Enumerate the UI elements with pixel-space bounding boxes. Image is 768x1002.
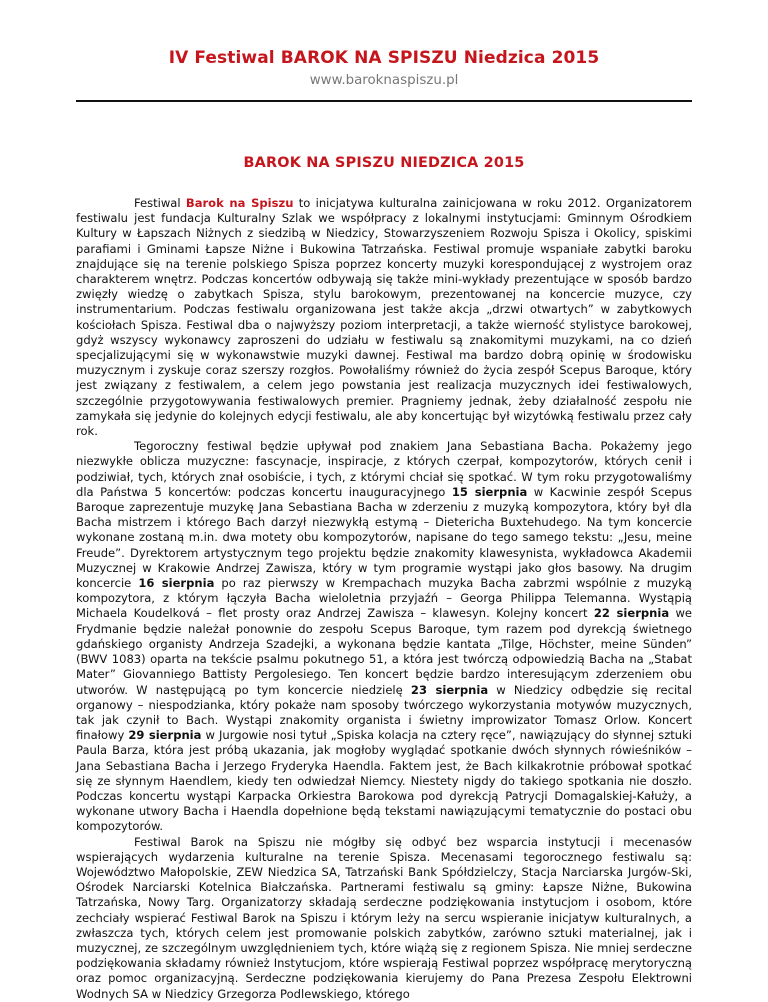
concert-date: 22 sierpnia xyxy=(593,606,670,621)
header-title: IV Festiwal BAROK NA SPISZU Niedzica 2015 xyxy=(168,48,600,68)
concert-date: 23 sierpnia xyxy=(410,682,489,697)
text-span: po raz pierwszy w Krempachach muzyka Bacha zabrzmi wspólnie z muzyką kompozytora, z którym łączyła Bacha wieloletnia przyjaźń – Georga Philippa Telemanna. Wystąpią Michaela Koudelková – flet prosty oraz Andrzej Zawisza – klawesyn. Kolejny koncert xyxy=(76,576,693,621)
header-divider xyxy=(76,100,692,102)
festival-name-highlight: Barok na Spiszu xyxy=(185,196,294,210)
text-span: w Niedzicy odbędzie się recital organowy – niespodzianka, który pokaże nam sposoby twórczego wykorzystania motywów muzycznych, tak jak czynił to Bach. Wystąpi znakomity organista i świetny improwizator Tomasz Orlow. Koncert finałowy xyxy=(76,682,692,743)
document-page xyxy=(76,0,692,1002)
document-title: BAROK NA SPISZU NIEDZICA 2015 xyxy=(243,155,525,171)
paragraph-intro xyxy=(76,196,692,439)
paragraph-program xyxy=(76,439,692,834)
header-url: www.baroknaspiszu.pl xyxy=(309,73,459,88)
text-span: to inicjatywa kulturalna zainicjowana w roku 2012. Organizatorem festiwalu jest fundacja Kulturalny Szlak we współpracy z lokalnymi instytucjami: Gminnym Ośrodkiem Kultury w Łapszach Niżnych z siedzibą w Niedzicy, Stowarzyszeniem Rozwoju Spisza i Okolicy, spiskimi parafiami i Gminami Łapsze Niżne i Bukowina Tatrzańska. Festiwal promuje wspaniałe zabytki baroku znajdujące się na terenie polskiego Spisza poprzez koncerty muzyki korespondującej z wystrojem oraz charakterem wnętrz. Podczas koncertów odbywają się także mini-wykłady prezentujące w sposób bardzo zwięzły wiedzę o zabytkach Spisza, stylu barokowym, prezentowanej na koncercie muzyce, czy instrumentarium. Podczas festiwalu organizowana jest także akcja „drzwi otwartych” w zabytkowych kościołach Spisza. Festiwal dba o najwyższy poziom interpretacji, a także wierność stylistyce barokowej, gdyż wszyscy wykonawcy zaproszeni do udziału w festiwalu są znakomitymi muzykami, na co dzień specjalizującymi się w wykonawstwie muzyki dawnej. Festiwal ma bardzo dobrą opinię w środowisku muzycznym i zyskuje coraz szerszy rozgłos. Powołaliśmy również do życia zespół Scepus Baroque, który jest związany z festiwalem, a celem jego powstania jest realizacja muzycznych idei festiwalowych, szczególnie przygotowywania festiwalowych premier. Pragniemy jednak, żeby działalność zespołu nie zamykała się jedynie do kolejnych edycji festiwalu, ale aby koncertując był wizytówką festiwalu przez cały rok. xyxy=(76,196,692,439)
paragraph-sponsors: Festiwal Barok na Spiszu nie mógłby się odbyć bez wsparcia instytucji i mecenasów wspierających wydarzenia kulturalne na terenie Spisza. Mecenasami tegorocznego festiwalu są: Województwo Małopolskie, ZEW Niedzica SA, Tatrzański Bank Spółdzielczy, Stacja Narciarska Jurgów-Ski, Ośrodek Narciarski Kotelnica Białczańska. Partnerami festiwalu są gminy: Łapsze Niżne, Bukowina Tatrzańska, Nowy Targ. Organizatorzy składają serdeczne podziękowania instytucjom i osobom, które zechciały wspierać Festiwal Barok na Spiszu i którym leży na sercu wspieranie inicjatyw kulturalnych, a zwłaszcza tych, których celem jest promowanie polskich zabytków, zarówno sztuki materialnej, jak i muzycznej, ze szczególnym uwzględnieniem tych, które wiążą się z regionem Spisza. Nie mniej serdeczne podziękowania składamy również Instytucjom, które wspierają Festiwal poprzez współpracę merytoryczną oraz pomoc organizacyjną. Serdeczne podziękowania kierujemy do Pana Prezesa Zespołu Elektrowni Wodnych SA w Niedzicy Grzegorza Podlewskiego, którego xyxy=(76,834,692,1001)
text-span: Tegoroczny festiwal będzie upływał pod znakiem Jana Sebastiana Bacha. Pokażemy jego niezwykłe oblicza muzyczne: fascynacje, inspiracje, z których czerpał, kompozytorów, których cenił i podziwiał, tych, których znał osobiście, i tych, z którymi chciał się spotkać. W tym roku przygotowaliśmy dla Państwa 5 koncertów: podczas koncertu inauguracyjnego xyxy=(76,439,692,499)
document-body xyxy=(76,196,692,1002)
text-span: w Jurgowie nosi tytuł „Spiska kolacja na cztery ręce”, nawiązujący do słynnej sztuki Paula Barza, która jest próbą ukazania, jak mogłoby wyglądać spotkanie dwóch słynnych rówieśników – Jana Sebastiana Bacha i Jerzego Fryderyka Haendla. Faktem jest, że Bach kilkakrotnie próbował spotkać się ze słynnym Haendlem, kiedy ten odwiedzał Niemcy. Niestety nigdy do takiego spotkania nie doszło. Podczas koncertu wystąpi Karpacka Orkiestra Barokowa pod dyrekcją Patrycji Domagalskiej-Kałuży, a wykonane utwory Bacha i Haendla dopełnione będą tekstami nawiązującymi tematycznie do postaci obu kompozytorów. xyxy=(76,728,693,834)
concert-date: 29 sierpnia xyxy=(128,728,202,743)
text-span: Festiwal xyxy=(134,196,186,210)
concert-date: 15 sierpnia xyxy=(451,484,528,499)
text-span: w Kacwinie zespół Scepus Baroque zaprezentuje muzykę Jana Sebastiana Bacha w zderzeniu z muzyką kompozytora, który był dla Bacha mistrzem i którego Bach darzył niezwykłą estymą – Dietericha Buxtehudego. Na tym koncercie wykonane zostaną m.in. dwa motety obu kompozytorów, napisane do tego samego tekstu: „Jesu, meine Freude”. Dyrektorem artystycznym tego projektu będzie znakomity klawesynista, wykładowca Akademii Muzycznej w Krakowie Andrzej Zawisza, który w tym programie wystąpi jako głos basowy. Na drugim koncercie xyxy=(76,484,692,591)
text-span: we Frydmanie będzie należał ponownie do zespołu Scepus Baroque, tym razem pod dyrekcją świetnego gdańskiego organisty Andrzeja Szadejki, a wykonana będzie kantata „Tilge, Höchster, meine Sünden” (BWV 1083) oparta na tekście psalmu pokutnego 51, a która jest twórczą odpowiedzią Bacha na „Stabat Mater” Giovanniego Battisty Pergolesiego. Ten koncert będzie bardzo interesującym zderzeniem obu utworów. W następującą po tym koncercie niedzielę xyxy=(76,606,693,697)
concert-date: 16 sierpnia xyxy=(138,576,215,591)
